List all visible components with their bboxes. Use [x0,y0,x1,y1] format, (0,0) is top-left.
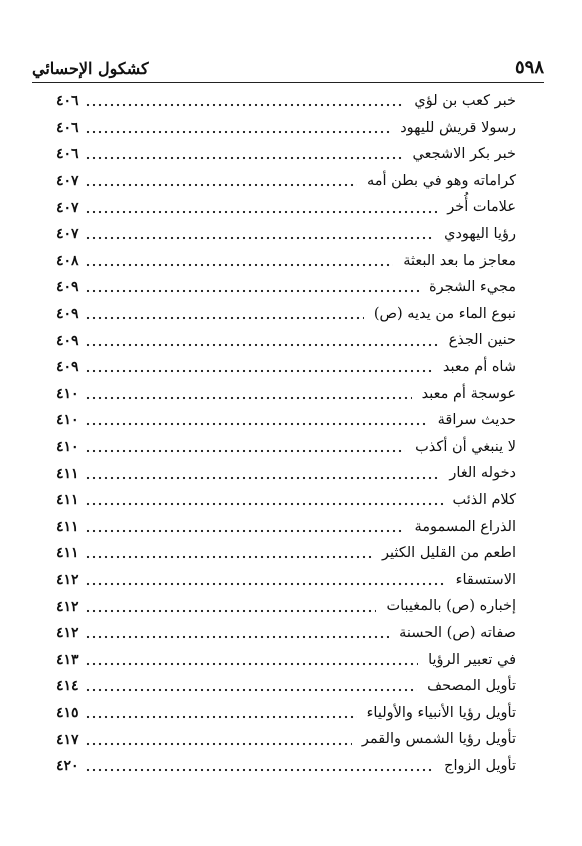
toc-entry-title: خبر كعب بن لؤي [414,93,516,110]
toc-entry [56,168,516,195]
toc-entry [56,301,516,328]
toc-entry-title: إخباره (ص) بالمغيبات [386,598,516,615]
dot-leader [85,422,428,426]
toc-entry-page: ٤١٢ [56,598,79,615]
toc-entry [56,487,516,514]
toc-entry [56,327,516,354]
dot-leader [85,236,435,240]
toc-entry [56,540,516,567]
toc-entry-page: ٤٠٦ [56,119,79,136]
header-rule [32,82,544,83]
toc-entry [56,274,516,301]
toc-entry-page: ٤٠٦ [56,146,79,163]
toc-entry-title: تأويل المصحف [427,678,516,695]
toc-entry [56,381,516,408]
toc-entry [56,354,516,381]
toc-entry-page: ٤١٢ [56,571,79,588]
toc-entry-title: خبر بكر الاشجعي [412,146,516,163]
toc-entry-title: معاجز ما بعد البعثة [403,252,516,269]
dot-leader [85,715,357,719]
toc-entry [56,194,516,221]
toc-entry-page: ٤١٠ [56,412,79,429]
dot-leader [85,183,357,187]
toc-entry-page: ٤١٣ [56,651,79,668]
toc-entry [56,88,516,115]
dot-leader [85,742,352,746]
toc-entry-title: حنين الجذع [448,332,516,349]
toc-entry-title: مجيء الشجرة [429,279,516,296]
toc-entry-title: دخوله الغار [449,465,516,482]
dot-leader [85,688,418,692]
toc-entry-page: ٤٠٧ [56,199,79,216]
toc-entry-page: ٤١٠ [56,385,79,402]
toc-entry-page: ٤٠٩ [56,279,79,296]
toc-entry [56,141,516,168]
toc-entry-title: نبوع الماء من يديه (ص) [373,305,516,322]
toc-entry-title: عوسجة أم معبد [421,385,516,402]
page-header [32,52,544,78]
dot-leader [85,343,439,347]
book-title: كشكول الإحسائي [32,59,149,78]
dot-leader [85,263,394,267]
toc-entry [56,593,516,620]
table-of-contents [56,88,516,779]
toc-entry-title: كلام الذئب [452,491,516,508]
toc-entry-title: الذراع المسمومة [414,518,516,535]
toc-entry [56,221,516,248]
toc-entry-title: لا ينبغي أن أكذب [415,438,516,455]
toc-entry-title: رسولا قريش لليهود [400,119,516,136]
dot-leader [85,635,390,639]
toc-entry-title: صفاته (ص) الحسنة [399,624,516,641]
toc-entry-page: ٤٠٩ [56,332,79,349]
toc-entry [56,620,516,647]
toc-entry-title: رؤيا اليهودي [444,226,516,243]
dot-leader [85,476,440,480]
toc-entry [56,434,516,461]
toc-entry-page: ٤٠٨ [56,252,79,269]
toc-entry-page: ٤٠٧ [56,173,79,190]
toc-entry [56,460,516,487]
toc-entry-title: تأويل رؤيا الشمس والقمر [361,731,516,748]
toc-entry-page: ٤١١ [56,545,79,562]
toc-entry-title: علامات أُخر [447,199,516,216]
toc-entry [56,726,516,753]
toc-entry-page: ٤٢٠ [56,758,79,775]
toc-entry-page: ٤١٧ [56,731,79,748]
toc-entry-page: ٤١٠ [56,439,79,456]
dot-leader [85,289,419,293]
dot-leader [85,103,405,107]
toc-entry-page: ٤١٢ [56,625,79,642]
toc-entry-page: ٤١١ [56,518,79,535]
toc-entry [56,407,516,434]
toc-entry [56,673,516,700]
dot-leader [85,609,377,613]
toc-entry-title: في تعبير الرؤيا [428,651,516,668]
dot-leader [85,316,364,320]
toc-entry-page: ٤١١ [56,492,79,509]
dot-leader [85,768,435,772]
page-number: ٥٩٨ [514,57,544,78]
toc-entry-title: حديث سراقة [437,412,516,429]
toc-entry [56,514,516,541]
dot-leader [85,396,412,400]
toc-entry-page: ٤١٤ [56,678,79,695]
dot-leader [85,130,391,134]
toc-entry [56,567,516,594]
toc-entry-title: الاستسقاء [455,571,516,588]
toc-entry-page: ٤٠٧ [56,226,79,243]
toc-entry-title: شاه أم معبد [442,358,516,375]
dot-leader [85,529,405,533]
dot-leader [85,369,433,373]
toc-entry-page: ٤١٥ [56,704,79,721]
toc-entry-page: ٤٠٩ [56,359,79,376]
toc-entry [56,115,516,142]
toc-entry [56,700,516,727]
dot-leader [85,555,372,559]
toc-entry-title: تأويل رؤيا الأنبياء والأولياء [366,704,516,721]
toc-entry-page: ٤١١ [56,465,79,482]
toc-entry [56,248,516,275]
dot-leader [85,449,406,453]
dot-leader [85,662,419,666]
toc-entry-title: تأويل الزواج [444,757,516,774]
toc-entry [56,646,516,673]
dot-leader [85,582,446,586]
dot-leader [85,156,403,160]
dot-leader [85,210,438,214]
toc-entry-title: اطعم من القليل الكثير [382,545,516,562]
toc-entry-page: ٤٠٦ [56,93,79,110]
dot-leader [85,502,443,506]
toc-entry [56,753,516,780]
toc-entry-title: كراماته وهو في بطن أمه [366,172,516,189]
toc-entry-page: ٤٠٩ [56,306,79,323]
